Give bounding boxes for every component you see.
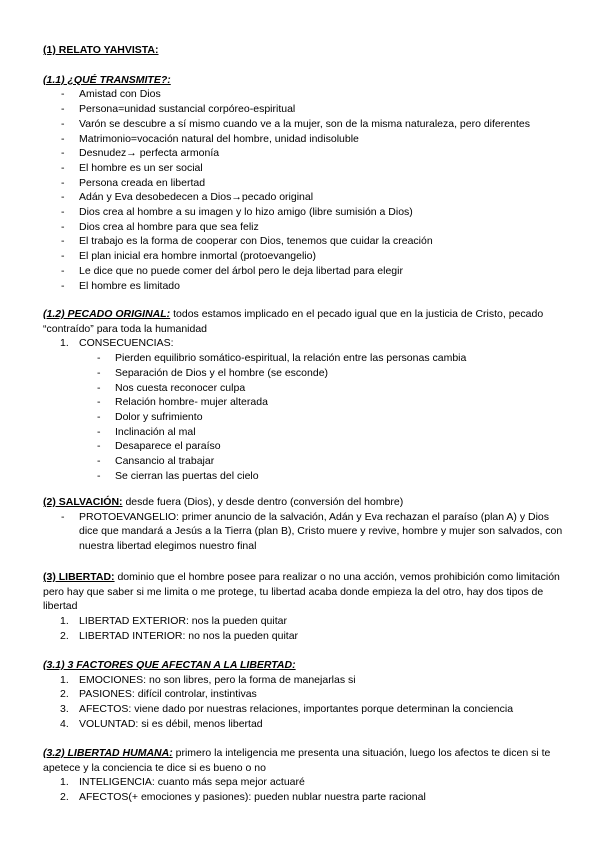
list-item: - Separación de Dios y el hombre (se esconde) [43, 366, 563, 381]
list-item: - Inclinación al mal [43, 425, 563, 440]
list-item: - Nos cuesta reconocer culpa [43, 381, 563, 396]
list-item [43, 336, 563, 351]
list-item: - Dolor y sufrimiento [43, 410, 563, 425]
list-item: - Persona=unidad sustancial corpóreo-espiritual [43, 102, 563, 117]
list-item: - PROTOEVANGELIO: primer anuncio de la salvación, Adán y Eva rechazan el paraíso (plan A) y Dios dice que mandará a Jesús a la Tierra (plan B), Cristo muere y revive, hombre y mujer son salvados, con nuestra libertad elegimos nuestro final [43, 510, 563, 554]
section-relato-yahvista [43, 43, 563, 293]
list-item: - Relación hombre- mujer alterada [43, 395, 563, 410]
item-text: VOLUNTAD: si es débil, menos libertad [79, 717, 263, 730]
item-number: 1. [60, 337, 69, 350]
list-item [43, 790, 563, 805]
item-text: AFECTOS(+ emociones y pasiones): pueden nublar nuestra parte racional [79, 791, 426, 804]
list-item: - Dios crea al hombre a su imagen y lo hizo amigo (libre sumisión a Dios) [43, 205, 563, 220]
item-number: 1. [60, 776, 69, 789]
section-pecado-original [43, 307, 563, 483]
bullet-list [43, 87, 563, 293]
subsection-title: (1.2) PECADO ORIGINAL: [43, 308, 171, 320]
item-number: 1. [60, 673, 69, 686]
item-text: EMOCIONES: no son libres, pero la forma de manejarlas si [79, 673, 356, 686]
section-title: (1) RELATO YAHVISTA: [43, 44, 159, 56]
list-item: - Amistad con Dios [43, 87, 563, 102]
list-item: - El hombre es limitado [43, 279, 563, 294]
list-item [43, 702, 563, 717]
subsection-title: (3.1) 3 FACTORES QUE AFECTAN A LA LIBERTAD: [43, 659, 296, 671]
item-number: 4. [60, 717, 69, 730]
section-title: (3) LIBERTAD: [43, 571, 115, 583]
section-salvacion [43, 495, 563, 554]
list-item: - Dios crea al hombre para que sea feliz [43, 220, 563, 235]
item-text: LIBERTAD INTERIOR: no nos la pueden quitar [79, 629, 299, 642]
section-title: (2) SALVACIÓN: [43, 496, 123, 508]
list-item: - Se cierran las puertas del cielo [43, 469, 563, 484]
list-item: - Le dice que no puede comer del árbol pero le deja libertad para elegir [43, 264, 563, 279]
section-libertad-humana [43, 746, 563, 805]
item-text: PASIONES: difícil controlar, instintivas [79, 688, 257, 701]
list-item: - Persona creada en libertad [43, 176, 563, 191]
bullet-list [43, 351, 563, 483]
paragraph-text: dominio que el hombre posee para realizar o no una acción, vemos prohibición como limitación pero hay que saber si me limita o me protege, tu libertad acaba donde empieza la del otro, hay dos tipos de libertad [43, 571, 560, 613]
item-number: 2. [60, 791, 69, 804]
subsection-title: (1.1) ¿QUÉ TRANSMITE?: [43, 73, 171, 86]
list-item: - Pierden equilibrio somático-espiritual, la relación entre las personas cambia [43, 351, 563, 366]
list-item [43, 629, 563, 644]
paragraph-text: desde fuera (Dios), y desde dentro (conversión del hombre) [122, 496, 404, 508]
numbered-list [43, 673, 563, 732]
item-number: 2. [60, 629, 69, 642]
list-item [43, 687, 563, 702]
list-item: - Desnudez→ perfecta armonía [43, 146, 563, 161]
list-item: - El hombre es un ser social [43, 161, 563, 176]
list-item: - Matrimonio=vocación natural del hombre, unidad indisoluble [43, 132, 563, 147]
list-item [43, 673, 563, 688]
section-factores-libertad [43, 658, 563, 732]
numbered-list [43, 336, 563, 351]
paragraph-text: primero la inteligencia me presenta una situación, luego los afectos te dicen si te apetece y la conciencia te dice si es bueno o no [43, 747, 551, 774]
subsection-title: (3.2) LIBERTAD HUMANA: [43, 747, 173, 759]
paragraph [43, 746, 563, 775]
paragraph [43, 307, 563, 336]
list-item: - Varón se descubre a sí mismo cuando ve a la mujer, son de la misma naturaleza, pero diferentes [43, 117, 563, 132]
item-number: 1. [60, 615, 69, 628]
numbered-list [43, 775, 563, 804]
list-item: - Cansancio al trabajar [43, 454, 563, 469]
list-item [43, 614, 563, 629]
section-libertad [43, 570, 563, 644]
item-text: INTELIGENCIA: cuanto más sepa mejor actuaré [79, 776, 305, 789]
list-item: - Desaparece el paraíso [43, 439, 563, 454]
list-item: - Adán y Eva desobedecen a Dios→pecado original [43, 190, 563, 205]
list-item: - El trabajo es la forma de cooperar con Dios, tenemos que cuidar la creación [43, 234, 563, 249]
numbered-list [43, 614, 563, 643]
item-text: LIBERTAD EXTERIOR: nos la pueden quitar [79, 615, 287, 628]
bullet-list [43, 510, 563, 554]
item-text: CONSECUENCIAS: [79, 337, 174, 350]
item-number: 3. [60, 703, 69, 716]
item-number: 2. [60, 688, 69, 701]
list-item [43, 775, 563, 790]
paragraph-text: todos estamos implicado en el pecado igual que en la justicia de Cristo, pecado “contraído” para toda la humanidad [43, 308, 544, 335]
list-item: - El plan inicial era hombre inmortal (protoevangelio) [43, 249, 563, 264]
item-text: AFECTOS: viene dado por nuestras relaciones, importantes porque determinan la conciencia [79, 703, 514, 716]
paragraph [43, 495, 563, 510]
paragraph [43, 570, 563, 614]
list-item [43, 717, 563, 732]
